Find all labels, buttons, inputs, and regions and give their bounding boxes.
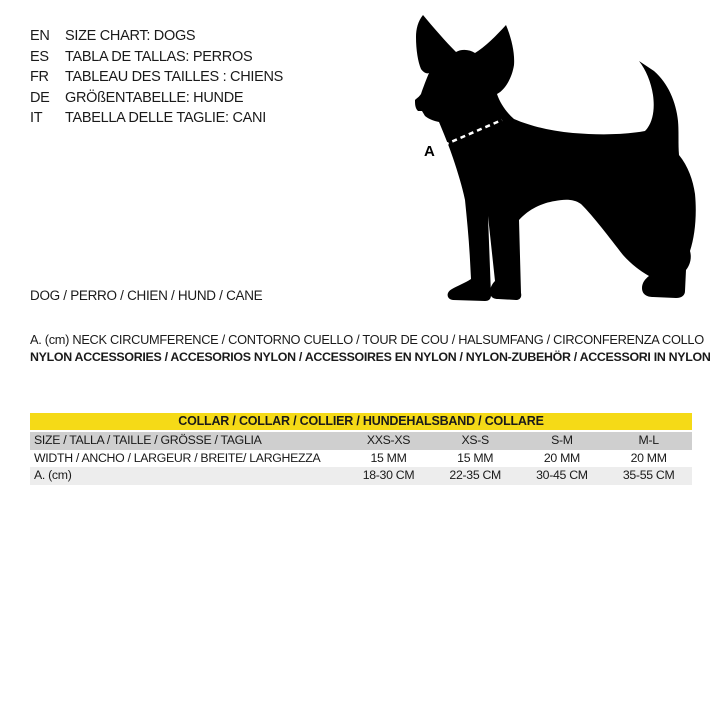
dog-silhouette-icon — [408, 8, 708, 308]
language-title: TABLA DE TALLAS: PERROS — [65, 48, 253, 65]
table-cell: 15 MM — [370, 450, 407, 465]
measure-marker-a: A — [424, 143, 435, 160]
measurement-note: A. (cm) NECK CIRCUMFERENCE / CONTORNO CUELLO / TOUR DE COU / HALSUMFANG / CIRCONFERENZA COLLO — [30, 332, 704, 347]
dog-diagram — [408, 8, 708, 308]
language-code: ES — [30, 48, 49, 65]
table-row-size — [30, 432, 692, 450]
table-row-width — [30, 450, 692, 468]
language-row — [30, 67, 283, 88]
language-title: TABLEAU DES TAILLES : CHIENS — [65, 69, 284, 86]
row-label: A. (cm) — [34, 468, 72, 482]
language-title: TABELLA DELLE TAGLIE: CANI — [65, 110, 266, 127]
language-row — [30, 108, 283, 129]
table-cell: 35-55 CM — [622, 468, 675, 482]
material-note: NYLON ACCESSORIES / ACCESORIOS NYLON / ACCESSOIRES EN NYLON / NYLON-ZUBEHÖR / ACCESSORI IN NYLON — [30, 350, 711, 364]
table-cell: 20 MM — [630, 450, 667, 465]
language-code: EN — [30, 28, 50, 44]
language-row — [30, 88, 283, 109]
table-cell: XXS-XS — [366, 433, 411, 447]
table-cell: 15 MM — [457, 450, 494, 465]
language-code: DE — [30, 89, 50, 106]
row-label: SIZE / TALLA / TAILLE / GRÖSSE / TAGLIA — [34, 433, 262, 447]
language-code: FR — [30, 69, 49, 86]
animal-caption: DOG / PERRO / CHIEN / HUND / CANE — [30, 288, 263, 303]
table-cell: XS-S — [461, 433, 489, 447]
table-cell: M-L — [638, 433, 659, 447]
language-code: IT — [30, 110, 43, 127]
dog-silhouette-path — [415, 15, 696, 301]
table-cell: 22-35 CM — [449, 468, 501, 482]
table-header-collar: COLLAR / COLLAR / COLLIER / HUNDEHALSBAND / COLLARE — [30, 413, 692, 430]
table-cell: 18-30 CM — [362, 468, 415, 482]
language-title: GRÖßENTABELLE: HUNDE — [65, 89, 244, 106]
language-row — [30, 47, 283, 68]
collar-size-table — [30, 413, 692, 485]
table-cell: 30-45 CM — [536, 468, 588, 482]
table-row-neck-circumference — [30, 467, 692, 485]
language-list — [30, 26, 283, 129]
row-label: WIDTH / ANCHO / LARGEUR / BREITE/ LARGHEZZA — [34, 450, 321, 465]
language-title: SIZE CHART: DOGS — [65, 28, 196, 44]
table-cell: 20 MM — [543, 450, 580, 465]
table-cell: S-M — [551, 433, 573, 447]
language-row — [30, 26, 283, 47]
